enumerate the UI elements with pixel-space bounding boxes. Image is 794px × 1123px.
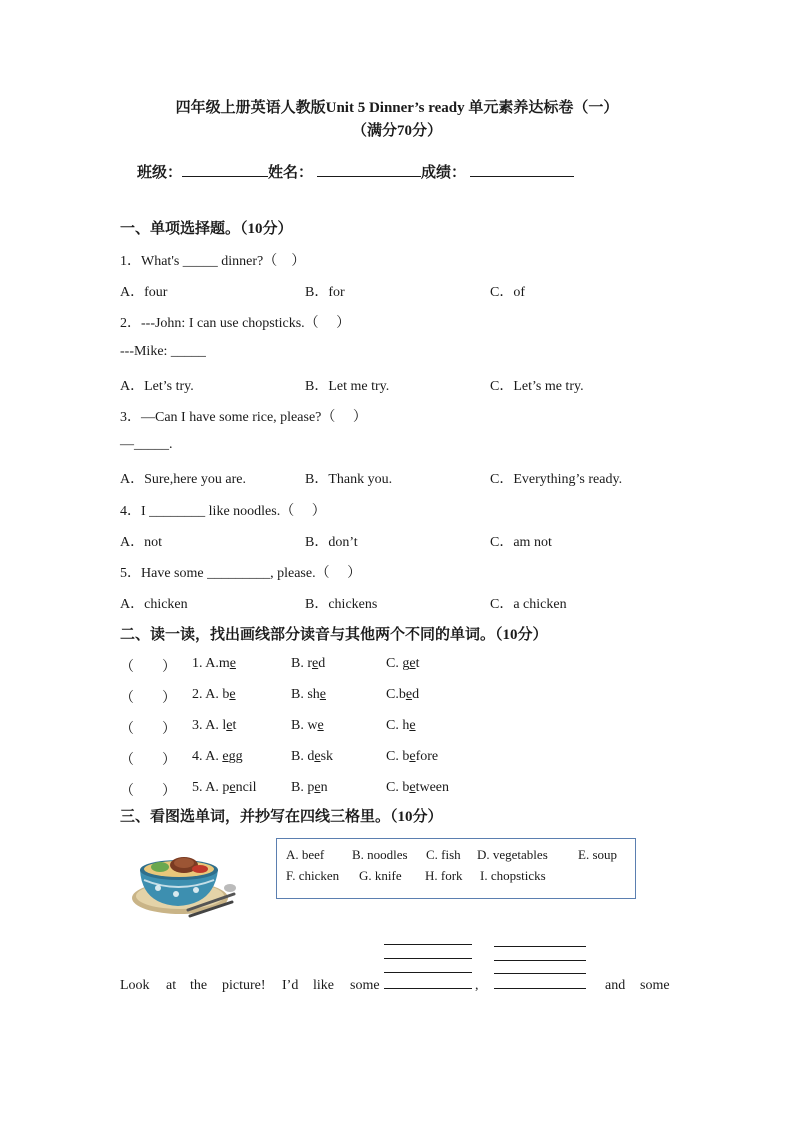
answer-paren[interactable]: （ ） <box>120 753 176 768</box>
q4-option-b[interactable]: B．don’t <box>305 535 358 550</box>
word-bank-row-1 <box>286 847 617 863</box>
sentence-word: picture! <box>222 978 266 993</box>
word-option[interactable]: G. knife <box>359 868 402 883</box>
q5-option-b[interactable]: B．chickens <box>305 597 378 612</box>
word-option[interactable]: D. vegetables <box>477 847 548 862</box>
phonics-option-c: C. get <box>386 656 420 671</box>
q2-line2: ---Mike: _____ <box>120 344 206 359</box>
answer-paren[interactable]: （ ） <box>120 660 176 675</box>
phonics-option-b: B. pen <box>291 780 328 795</box>
word-option[interactable]: F. chicken <box>286 868 340 883</box>
sentence-word: at <box>166 978 177 993</box>
word-option[interactable]: A. beef <box>286 847 325 862</box>
section1-heading: 一、单项选择题。（10分） <box>120 221 293 237</box>
q2-option-c[interactable]: C．Let’s me try. <box>490 379 584 394</box>
answer-paren[interactable]: （ ） <box>120 784 176 799</box>
name-blank[interactable] <box>317 161 421 177</box>
sentence-word: like <box>313 978 334 993</box>
phonics-option-a: 3. A. let <box>192 718 237 733</box>
word-option[interactable]: H. fork <box>425 868 463 883</box>
section2-heading: 二、读一读，找出画线部分读音与其他两个不同的单词。（10分） <box>120 627 548 643</box>
q5-stem: 5．Have some _________, please.（ ） <box>120 566 362 581</box>
sentence-word: and <box>605 978 626 993</box>
grade-blank[interactable] <box>470 161 574 177</box>
word-option[interactable]: B. noodles <box>352 847 408 862</box>
score-note: （满分70分） <box>351 123 442 139</box>
name-label: 姓名： <box>268 165 314 181</box>
q3-line2: —_____. <box>120 437 173 452</box>
sentence-word: some <box>350 978 380 993</box>
sentence-word: some <box>640 978 670 993</box>
phonics-option-c: C. he <box>386 718 416 733</box>
q3-option-a[interactable]: A．Sure,here you are. <box>120 472 246 487</box>
info-line <box>137 161 574 182</box>
q5-option-c[interactable]: C．a chicken <box>490 597 567 612</box>
section3-heading: 三、看图选单词，并抄写在四线三格里。（10分） <box>120 809 443 825</box>
phonics-option-a: 2. A. be <box>192 687 236 702</box>
phonics-option-c: C. between <box>386 780 449 795</box>
phonics-option-a: 5. A. pencil <box>192 780 257 795</box>
answer-paren[interactable]: （ ） <box>120 691 176 706</box>
word-option[interactable]: E. soup <box>578 847 617 862</box>
q3-stem: 3．—Can I have some rice, please?（ ） <box>120 410 367 425</box>
phonics-option-b: B. she <box>291 687 327 702</box>
page-title: 四年级上册英语人教版Unit 5 Dinner’s ready 单元素养达标卷（一） <box>175 100 619 116</box>
sentence-comma: , <box>475 978 479 993</box>
class-blank[interactable] <box>182 161 268 177</box>
q5-option-a[interactable]: A．chicken <box>120 597 188 612</box>
phonics-option-a: 1. A.me <box>192 656 236 671</box>
word-bank <box>276 838 636 899</box>
q3-option-b[interactable]: B．Thank you. <box>305 472 393 487</box>
q2-stem: 2．---John: I can use chopsticks.（ ） <box>120 316 351 331</box>
phonics-option-c: C.bed <box>386 687 420 702</box>
q4-option-c[interactable]: C．am not <box>490 535 552 550</box>
phonics-option-b: B. desk <box>291 749 334 764</box>
phonics-option-b: B. red <box>291 656 326 671</box>
q4-stem: 4．I ________ like noodles.（ ） <box>120 504 326 519</box>
q1-option-c[interactable]: C．of <box>490 285 525 300</box>
noodle-bowl-icon <box>128 836 240 922</box>
class-label: 班级： <box>137 165 183 181</box>
grade-label: 成绩： <box>421 165 467 181</box>
sentence-word: Look <box>120 978 150 993</box>
q1-option-b[interactable]: B．for <box>305 285 345 300</box>
q2-option-a[interactable]: A．Let’s try. <box>120 379 194 394</box>
answer-paren[interactable]: （ ） <box>120 722 176 737</box>
phonics-option-c: C. before <box>386 749 439 764</box>
word-option[interactable]: I. chopsticks <box>480 868 546 883</box>
phonics-option-a: 4. A. egg <box>192 749 243 764</box>
word-bank-row-2 <box>286 868 546 884</box>
sentence-word: I’d <box>282 978 299 993</box>
sentence-word: the <box>190 978 208 993</box>
q4-option-a[interactable]: A．not <box>120 535 162 550</box>
phonics-option-b: B. we <box>291 718 324 733</box>
word-option[interactable]: C. fish <box>426 847 461 862</box>
q1-stem: 1．What's _____ dinner?（ ） <box>120 254 306 269</box>
q2-option-b[interactable]: B．Let me try. <box>305 379 390 394</box>
q1-option-a[interactable]: A．four <box>120 285 168 300</box>
q3-option-c[interactable]: C．Everything’s ready. <box>490 472 623 487</box>
